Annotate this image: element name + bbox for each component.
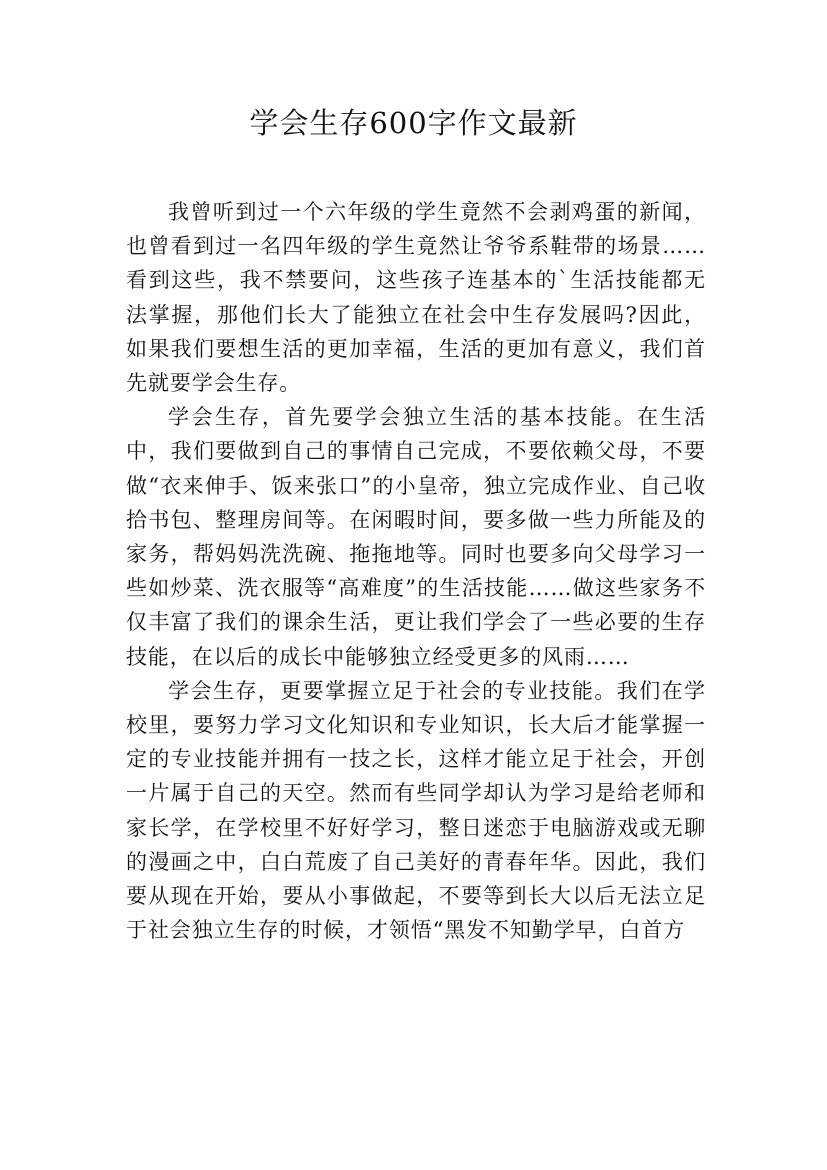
document-body [126,195,706,947]
paragraph-1: 我曾听到过一个六年级的学生竟然不会剥鸡蛋的新闻，也曾看到过一名四年级的学生竟然让爷爷系鞋带的场景……看到这些，我不禁要问，这些孩子连基本的`生活技能都无法掌握，那他们长大了能独立在社会中生存发展吗?因此，如果我们要想生活的更加幸福，生活的更加有意义，我们首先就要学会生存。 [126,200,706,396]
document-title: 学会生存600字作文最新 [249,106,578,140]
paragraph-2: 学会生存，首先要学会独立生活的基本技能。在生活中，我们要做到自己的事情自己完成，不要依赖父母，不要做“衣来伸手、饭来张口”的小皇帝，独立完成作业、自己收拾书包、整理房间等。在闲暇时间，要多做一些力所能及的家务，帮妈妈洗洗碗、拖拖地等。同时也要多向父母学习一些如炒菜、洗衣服等“高难度”的生活技能……做这些家务不仅丰富了我们的课余生活，更让我们学会了一些必要的生存技能，在以后的成长中能够独立经受更多的风雨…… [126,405,706,669]
paragraph-3: 学会生存，更要掌握立足于社会的专业技能。我们在学校里，要努力学习文化知识和专业知识，长大后才能掌握一定的专业技能并拥有一技之长，这样才能立足于社会，开创一片属于自己的天空。然而有些同学却认为学习是给老师和家长学，在学校里不好好学习，整日迷恋于电脑游戏或无聊的漫画之中，白白荒废了自己美好的青春年华。因此，我们要从现在开始，要从小事做起，不要等到长大以后无法立足于社会独立生存的时候，才领悟“黑发不知勤学早，白首方 [126,678,706,943]
